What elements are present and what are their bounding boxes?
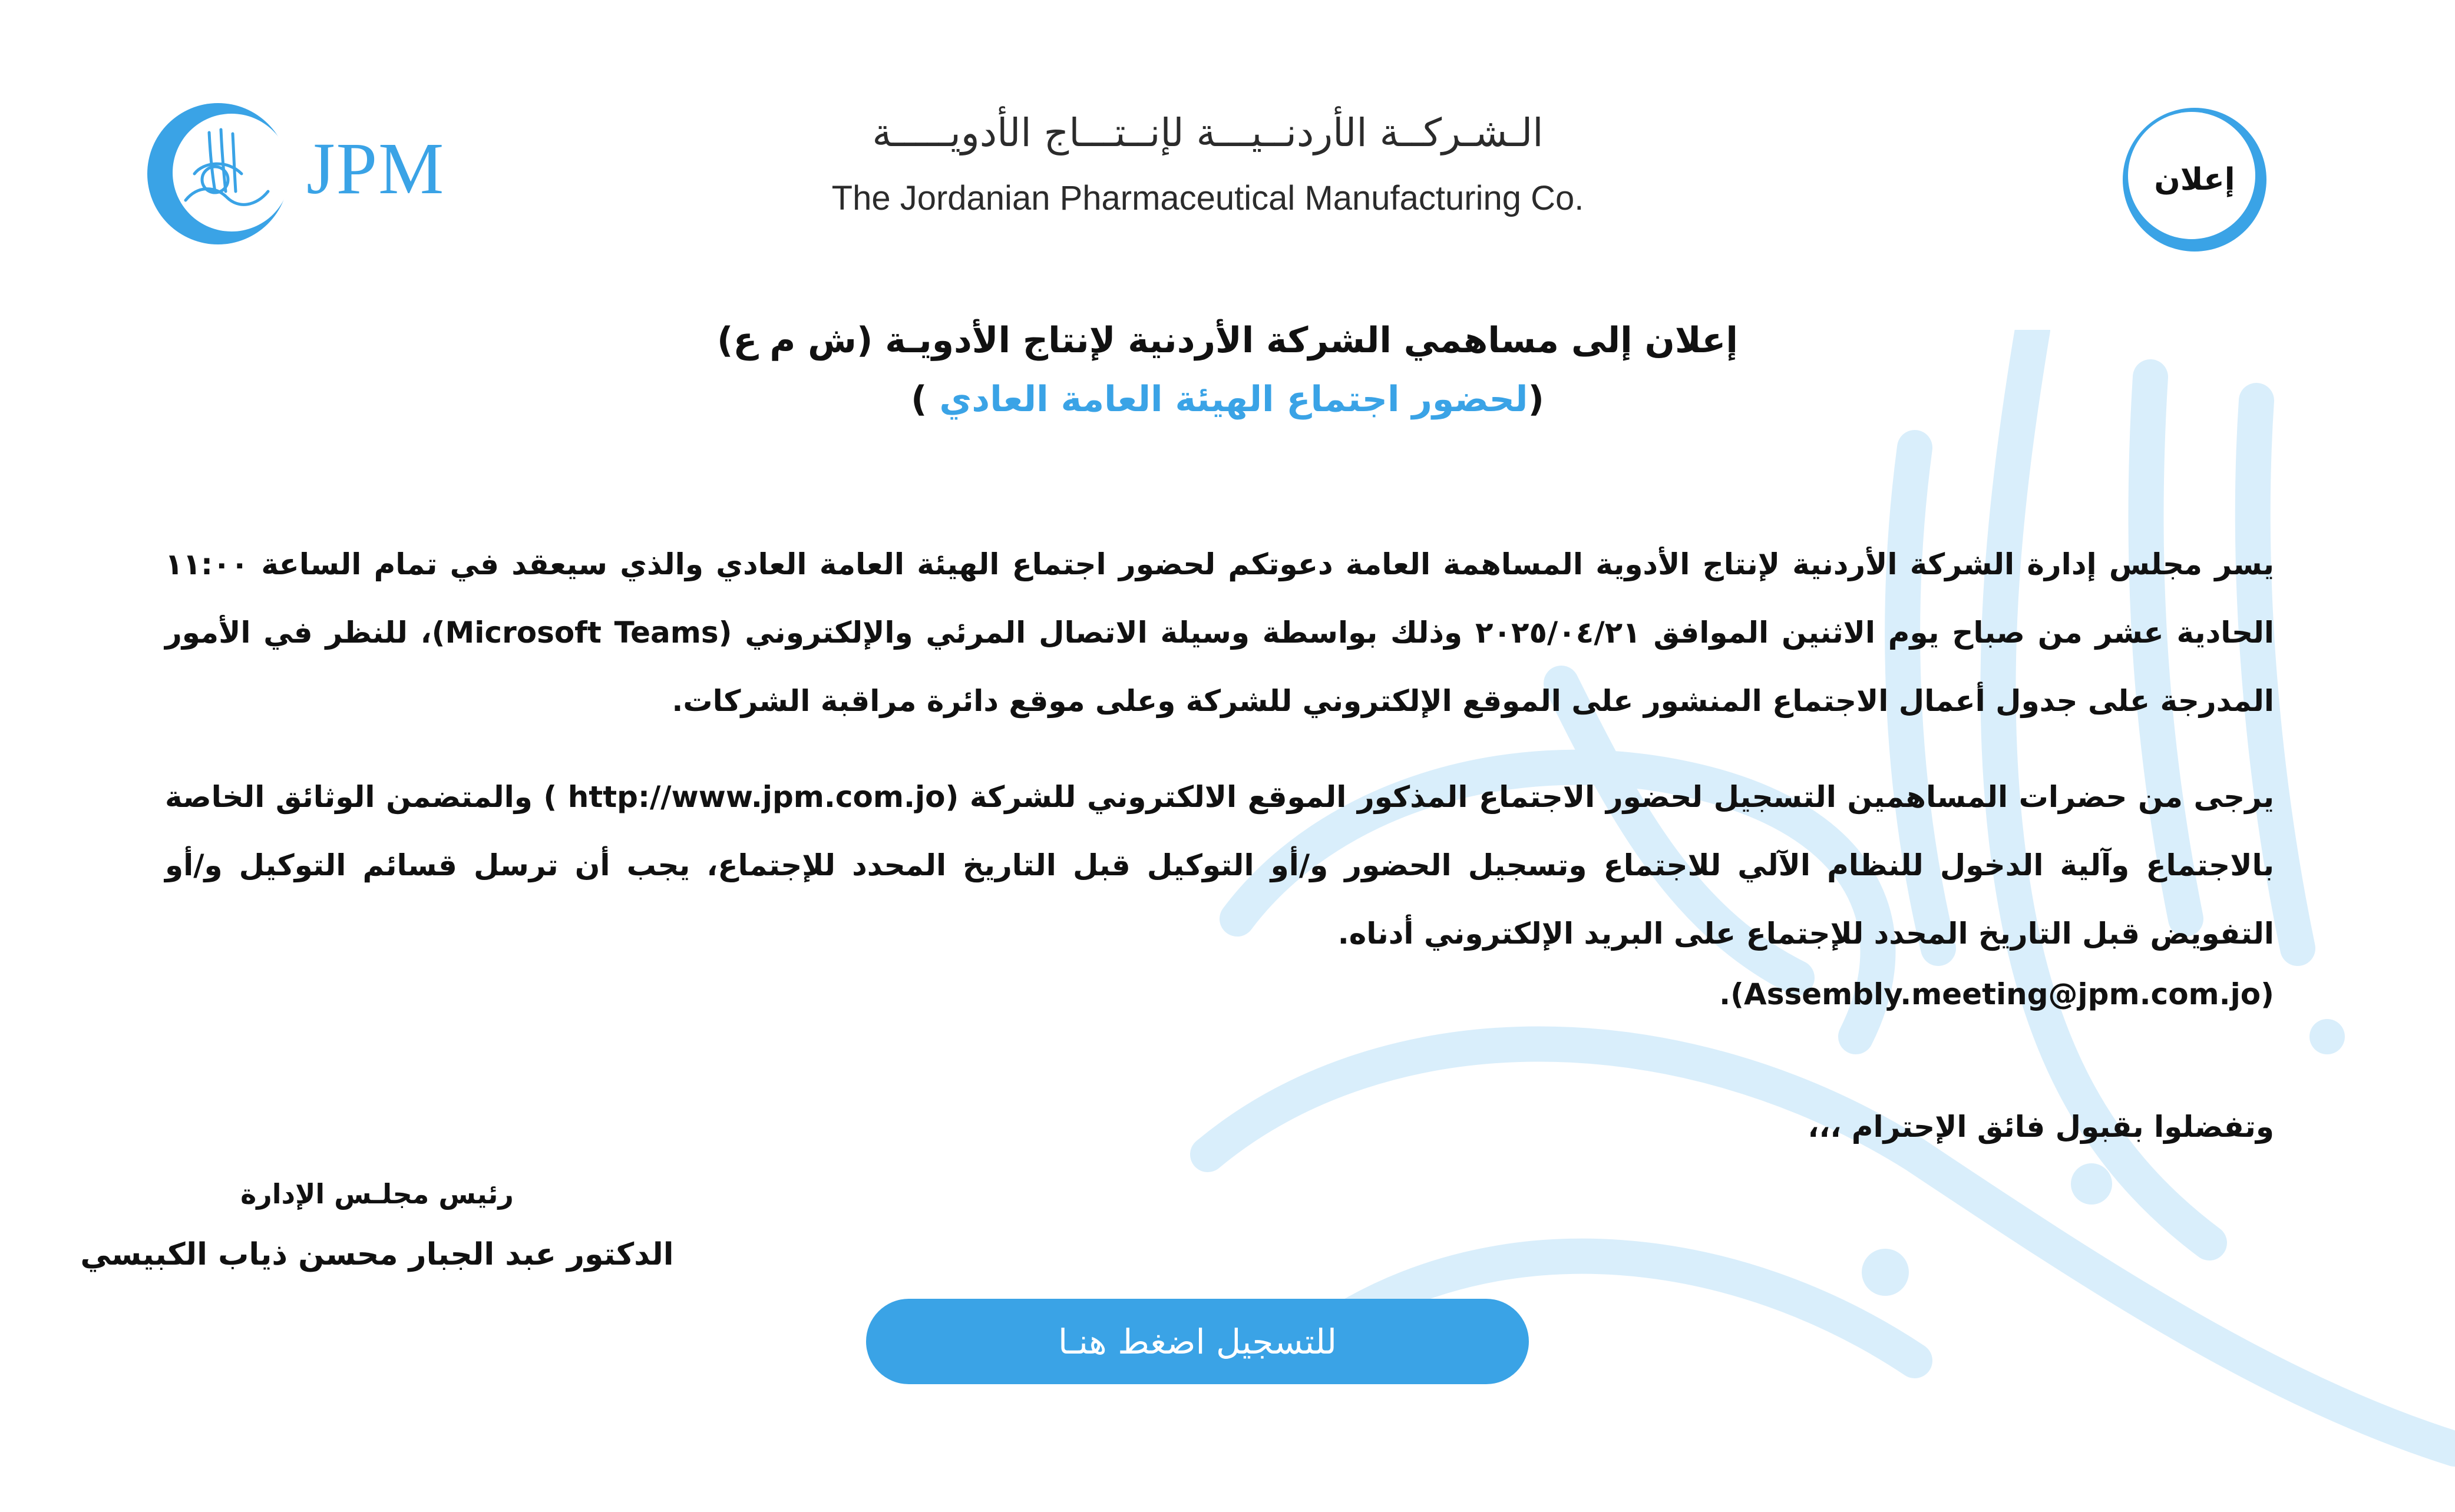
closing-line: وتفضلوا بقبول فائق الإحترام ،،، [1808,1110,2274,1144]
announcement-badge [2121,106,2268,253]
body-paragraph-2: يرجى من حضرات المساهمين التسجيل لحضور الاجتماع المذكور الموقع الالكتروني للشركة (http://www.jpm.com.jo ) والمتضمن الوثائق الخاصة بالاجتماع وآلية الدخول للنظام الآلي للاجتماع وتسجيل الحضور و/أو التوكيل قبل التاريخ المحدد للإجتماع، يجب أن ترسل قسائم التوكيل و/أو التفويض قبل التاريخ المحدد للإجتماع على البريد الإلكتروني أدناه. [165,780,2274,951]
signature-title: رئيس مجلـس الإدارة [240,1178,514,1210]
announcement-subtitle [530,380,1925,419]
body-paragraph-1: يسر مجلس إدارة الشركة الأردنية لإنتاج الأدوية المساهمة العامة دعوتكم لحضور اجتماع الهيئة العامة العادي والذي سيعقد في تمام الساعة ١١:٠٠ الحادية عشر من صباح يوم الاثنين الموافق ٢٠٢٥/٠٤/٢١ وذلك بواسطة وسيلة الاتصال المرئي والإلكتروني (Microsoft Teams)، للنظر في الأمور المدرجة على جدول أعمال الاجتماع المنشور على الموقع الإلكتروني للشركة وعلى موقع دائرة مراقبة الشركات. [165,547,2274,718]
announcement-title: إعلان إلى مساهمي الشركة الأردنية لإنتاج الأدويـة (ش م ع) [717,320,1738,361]
jpm-logo [138,97,457,256]
subtitle-open-paren: ( [1528,379,1544,420]
company-name-arabic: الـشـركــة الأردنــيـــة لإنــتـــاج الأدويـــــة [872,110,1544,155]
logo-crescent-icon [138,97,303,256]
company-name-english: The Jordanian Pharmaceutical Manufacturing Co. [831,179,1584,217]
logo-text: JPM [306,128,445,210]
subtitle-highlight: لحضور اجتماع الهيئة العامة العادي [939,379,1528,420]
signature-name: الدكتور عبد الجبار محسن ذياب الكبيسي [80,1237,674,1272]
subtitle-close-paren: ) [911,379,940,420]
register-button[interactable]: للتسجيل اضغط هنـا [866,1299,1529,1384]
badge-label: إعلان [2154,162,2235,197]
email-address[interactable]: (Assembly.meeting@jpm.com.jo). [1719,977,2274,1011]
